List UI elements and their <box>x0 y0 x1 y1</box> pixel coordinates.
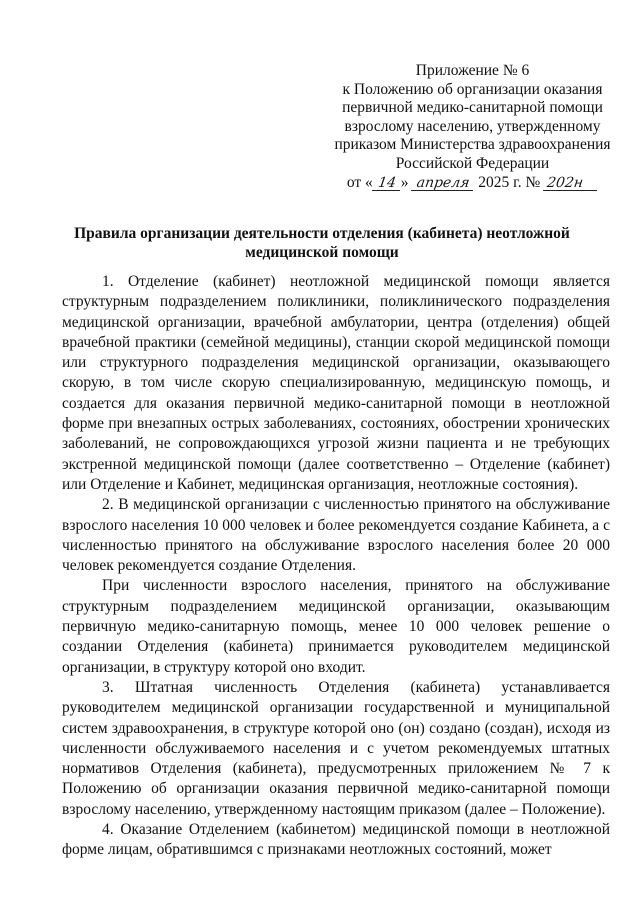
appendix-line: к Положению об организации оказания <box>342 80 603 98</box>
date-year: 2025 г. № <box>478 173 541 191</box>
paragraph: 2. В медицинской организации с численностью принятого на обслуживание взрослого населения 10 000 человек и более рекомендуется создание Кабинета, а с численностью принятого на обслуживание взрослого населения более 20 000 человек рекомендуется создание Отделения. <box>62 496 610 575</box>
paragraph: При численности взрослого населения, принятого на обслуживание структурным подразделением медицинской организации, оказывающим первичную медико-санитарную помощь, менее 10 000 человек решение о создании Отделения (кабинета) принимается руководителем медицинской организации, в структуру которой оно входит. <box>62 577 610 676</box>
document-body <box>62 272 610 861</box>
appendix-line: Российской Федерации <box>395 154 550 172</box>
appendix-line: приказом Министерства здравоохранения <box>334 136 611 154</box>
handwritten-month: апреля <box>411 176 475 191</box>
handwritten-order-number: 202н <box>543 176 599 191</box>
date-mid: » <box>400 173 409 191</box>
appendix-header <box>330 62 615 192</box>
appendix-line: первичной медико-санитарной помощи <box>342 99 603 117</box>
date-prefix: от « <box>346 173 373 191</box>
appendix-date-line <box>330 174 615 193</box>
appendix-line: взрослому населению, утвержденному <box>344 117 601 135</box>
paragraph: 1. Отделение (кабинет) неотложной медицинской помощи является структурным подразделением поликлиники, поликлинического подразделения медицинской организации, врачебной амбулатории, центра (отделения) общей врачебной практики (семейной медицины), станции скорой медицинской помощи или структурного подразделения медицинской организации, оказывающего скорую, в том числе скорую специализированную, медицинскую помощь, и создается для оказания первичной медико-санитарной помощи в неотложной форме при внезапных острых заболеваниях, состояниях, обострении хронических заболеваний, не сопровождающихся угрозой жизни пациента и не требующих экстренной медицинской помощи (далее соответственно – Отделение (кабинет) или Отделение и Кабинет, медицинская организация, неотложные состояния). <box>62 273 610 493</box>
handwritten-day: 14 <box>372 176 402 191</box>
paragraph: 4. Оказание Отделением (кабинетом) медицинской помощи в неотложной форме лицам, обратившимся с признаками неотложных состояний, может <box>62 821 610 859</box>
paragraph: 3. Штатная численность Отделения (кабинета) устанавливается руководителем медицинской организации государственной и муниципальной систем здравоохранения, в структуре которой оно (он) создано (создан), исходя из численности обслуживаемого населения и с учетом рекомендуемых штатных нормативов Отделения (кабинета), предусмотренных приложением № 7 к Положению об организации оказания первичной медико-санитарной помощи взрослому населению, утвержденному настоящим приказом (далее – Положение). <box>62 678 610 818</box>
appendix-line: Приложение № 6 <box>415 62 530 79</box>
document-title: Правила организации деятельности отделения (кабинета) неотложной медицинской помощи <box>74 225 570 261</box>
